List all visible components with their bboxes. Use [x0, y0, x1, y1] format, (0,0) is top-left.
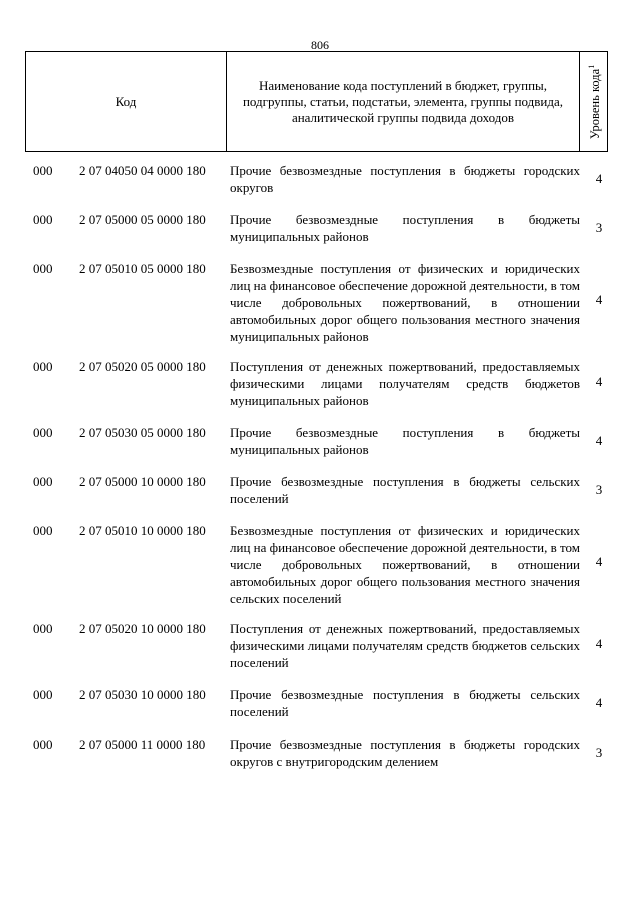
row-level: 4: [595, 695, 603, 710]
row-group: 000: [33, 621, 53, 636]
row-level: 4: [595, 636, 603, 651]
row-code: 2 07 05020 05 0000 180: [79, 359, 206, 374]
row-level: 3: [595, 482, 603, 497]
row-code: 2 07 05020 10 0000 180: [79, 621, 206, 636]
row-name: Поступления от денежных пожертвований, предоставляемых физическими лицами получателям средств бюджетов сельских поселений: [230, 621, 580, 670]
row-level: 4: [595, 292, 603, 307]
row-name: Прочие безвозмездные поступления в бюджеты муниципальных районов: [230, 425, 580, 457]
row-code: 2 07 05000 11 0000 180: [79, 737, 206, 752]
row-name: Поступления от денежных пожертвований, предоставляемых физическими лицами получателям средств бюджетов муниципальных районов: [230, 359, 580, 408]
header-level-label: [586, 64, 602, 138]
row-name: Прочие безвозмездные поступления в бюджеты сельских поселений: [230, 474, 580, 506]
table-header: [25, 51, 608, 152]
row-name: Прочие безвозмездные поступления в бюджеты городских округов: [230, 163, 580, 195]
row-group: 000: [33, 261, 53, 276]
row-level: 3: [595, 220, 603, 235]
row-name: Безвозмездные поступления от физических и юридических лиц на финансовое обеспечение дорожной деятельности, в том числе добровольных пожертвований, в отношении автомобильных дорог общего пользования местного значения сельских поселений: [230, 523, 580, 606]
header-name: Наименование кода поступлений в бюджет, группы, подгруппы, статьи, подстатьи, элемента, группы подвида, аналитической группы подвида доходов: [227, 52, 580, 151]
row-name: Прочие безвозмездные поступления в бюджеты сельских поселений: [230, 687, 580, 719]
row-level: 4: [595, 554, 603, 569]
row-code: 2 07 05010 05 0000 180: [79, 261, 206, 276]
row-code: 2 07 05030 10 0000 180: [79, 687, 206, 702]
row-level: 4: [595, 171, 603, 186]
row-name: Прочие безвозмездные поступления в бюджеты городских округов с внутригородским делением: [230, 737, 580, 769]
row-level: 4: [595, 433, 603, 448]
row-group: 000: [33, 212, 53, 227]
row-level: 3: [595, 745, 603, 760]
header-level-footnote: 1: [586, 64, 596, 69]
row-name: Безвозмездные поступления от физических и юридических лиц на финансовое обеспечение дорожной деятельности, в том числе добровольных пожертвований, в отношении автомобильных дорог общего пользования местного значения муниципальных районов: [230, 261, 580, 344]
row-group: 000: [33, 687, 53, 702]
row-code: 2 07 04050 04 0000 180: [79, 163, 206, 178]
row-code: 2 07 05000 05 0000 180: [79, 212, 206, 227]
row-level: 4: [595, 374, 603, 389]
row-group: 000: [33, 737, 53, 752]
row-code: 2 07 05030 05 0000 180: [79, 425, 206, 440]
row-group: 000: [33, 163, 53, 178]
header-level-text: Уровень кода: [587, 68, 602, 139]
row-group: 000: [33, 359, 53, 374]
row-code: 2 07 05000 10 0000 180: [79, 474, 206, 489]
row-group: 000: [33, 523, 53, 538]
header-code: Код: [26, 52, 227, 151]
page-number: 806: [311, 38, 329, 52]
row-group: 000: [33, 425, 53, 440]
header-level: [580, 52, 609, 151]
row-name: Прочие безвозмездные поступления в бюджеты муниципальных районов: [230, 212, 580, 244]
row-code: 2 07 05010 10 0000 180: [79, 523, 206, 538]
row-group: 000: [33, 474, 53, 489]
